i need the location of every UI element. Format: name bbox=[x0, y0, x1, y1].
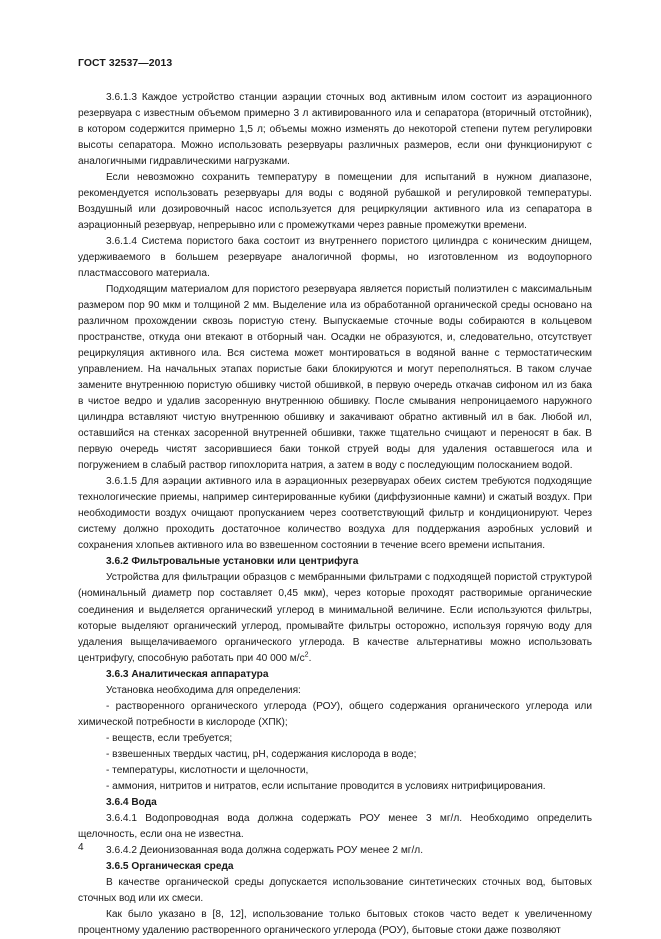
page-header: ГОСТ 32537—2013 bbox=[78, 58, 173, 69]
superscript: 2 bbox=[304, 651, 309, 659]
paragraph-organic-medium: В качестве органической среды допускается использование синтетических сточных вод, бытовых сточных вод или их смеси. bbox=[78, 876, 592, 904]
paragraph-porous-material: Подходящим материалом для пористого резервуара является пористый полиэтилен с максимальным размером пор 90 мкм и толщиной 2 мм. Выделение ила из обработанной органической среды основано на различном прохождении сквозь пористую стену. Выпускаемые сточные воды собираются в кольцевом пространстве, откуда они втекают в отборный чан. Осадки не образуются, и, следовательно, отсутствует рециркуляция активного ила. Вся система может монтироваться в водяной ванне с термостатическим управлением. На начальных этапах пористые баки блокируются и могут переполняться. В таком случае замените внутреннюю пористую обшивку чистой обшивкой, в первую очередь откачав сифоном ил из бака в чистое ведро и удалив засоренную внутреннюю обшивку. После смывания непроницаемого наружного цилиндра вставляют чистую внутреннюю обшивку и закачивают обратно активный ил в бак. Любой ил, оставшийся на стенках засоренной внутренней обшивки, также тщательно счищают и переносят в бак. В первую очередь чистят засорившиеся баки тонкой струей воды для удаления оставшегося ила и погружением в слабый раствор гипохлорита натрия, а затем в воду с последующим полосканием водой. bbox=[78, 284, 592, 472]
paragraph-3-6-4-1: 3.6.4.1 Водопроводная вода должна содержать РОУ менее 3 мг/л. Необходимо определить щелочность, если она не известна. bbox=[78, 812, 592, 840]
paragraph-temperature: Если невозможно сохранить температуру в помещении для испытаний в нужном диапазоне, рекомендуется использовать резервуары для воды с водяной рубашкой и регулировкой температуры. Воздушный или дозировочный насос используется для рециркуляции активного ила из сепаратора в аэрационный резервуар, непрерывно или с промежутками через равные промежутки времени. bbox=[78, 172, 592, 232]
heading-3-6-5: 3.6.5 Органическая среда bbox=[106, 860, 234, 872]
paragraph-3-6-1-3: 3.6.1.3 Каждое устройство станции аэрации сточных вод активным илом состоит из аэрационного резервуара с известным объемом примерно 3 л активированного ила и сепаратора (вторичный отстойник), в котором содержится примерно 1,5 л; объемы можно изменять до некоторой степени путем регулировки высоты сепаратора. Можно использовать резервуары различных размеров, если они функционируют с аналогичными гидравлическими нагрузками. bbox=[78, 92, 592, 168]
page-number: 4 bbox=[78, 842, 84, 853]
heading-3-6-2: 3.6.2 Фильтровальные установки или центрифуга bbox=[106, 556, 359, 568]
list-item: - температуры, кислотности и щелочности, bbox=[106, 764, 309, 776]
heading-3-6-3: 3.6.3 Аналитическая аппаратура bbox=[106, 668, 269, 680]
paragraph-3-6-1-5: 3.6.1.5 Для аэрации активного ила в аэрационных резервуарах обеих систем требуются подходящие технологические приемы, например синтерированные кубики (диффузионные камни) и сжатый воздух. При необходимости воздух очищают пропусканием через соответствующий фильтр и кондиционируют. Через систему должно проходить достаточное количество воздуха для поддержания аэробных условий и сохранения хлопьев активного ила во взвешенном состоянии в течение всего времени испытания. bbox=[78, 476, 592, 552]
paragraph-domestic-sewage: Как было указано в [8, 12], использование только бытовых стоков часто ведет к увеличенному процентному удалению растворенного органического углерода (РОУ), бытовые стоки даже позволяют bbox=[78, 908, 592, 936]
list-item: - растворенного органического углерода (РОУ), общего содержания органического углерода или химической потребности в кислороде (ХПК); bbox=[78, 700, 592, 728]
heading-3-6-4: 3.6.4 Вода bbox=[106, 796, 157, 808]
document-body bbox=[78, 90, 592, 939]
list-item: - аммония, нитритов и нитратов, если испытание проводится в условиях нитрифицирования. bbox=[106, 780, 546, 792]
paragraph-filtration: Устройства для фильтрации образцов с мембранными фильтрами с подходящей пористой структурой (номинальный диаметр пор составляет 0,45 мкм), через которые проходят растворимые органические соединения и выделяется органический углерод в минимальной величине. Если используются фильтры, которые выделяют органический углерод, промывайте фильтры осторожно, используя горячую воду для удаления выщелачиваемого органического углерода. В качестве альтернативы можно использовать центрифугу, способную работать при 40 000 $м/с^2$. bbox=[78, 572, 592, 664]
list-item: - взвешенных твердых частиц, pH, содержания кислорода в воде; bbox=[106, 748, 417, 760]
paragraph-setup: Установка необходима для определения: bbox=[106, 684, 301, 696]
paragraph-3-6-4-2: 3.6.4.2 Деионизованная вода должна содержать РОУ менее 2 мг/л. bbox=[106, 844, 424, 856]
list-item: - веществ, если требуется; bbox=[106, 732, 233, 744]
filtration-text: Устройства для фильтрации образцов с мембранными фильтрами с подходящей пористой структурой (номинальный диаметр пор составляет 0,45 мкм), через которые проходят растворимые органические соединения и выделяется органический углерод в минимальной величине. Если используются фильтры, которые выделяют органический углерод, промывайте фильтры осторожно, используя горячую воду для удаления выщелачиваемого органического углерода. В качестве альтернативы можно использовать центрифугу, способную работать при 40 000 м/с bbox=[78, 572, 592, 664]
paragraph-3-6-1-4: 3.6.1.4 Система пористого бака состоит из внутреннего пористого цилиндра с коническим днищем, удерживаемого в большем резервуаре аналогичной формы, но изготовленном из водоупорного пластмассового материала. bbox=[78, 236, 592, 280]
